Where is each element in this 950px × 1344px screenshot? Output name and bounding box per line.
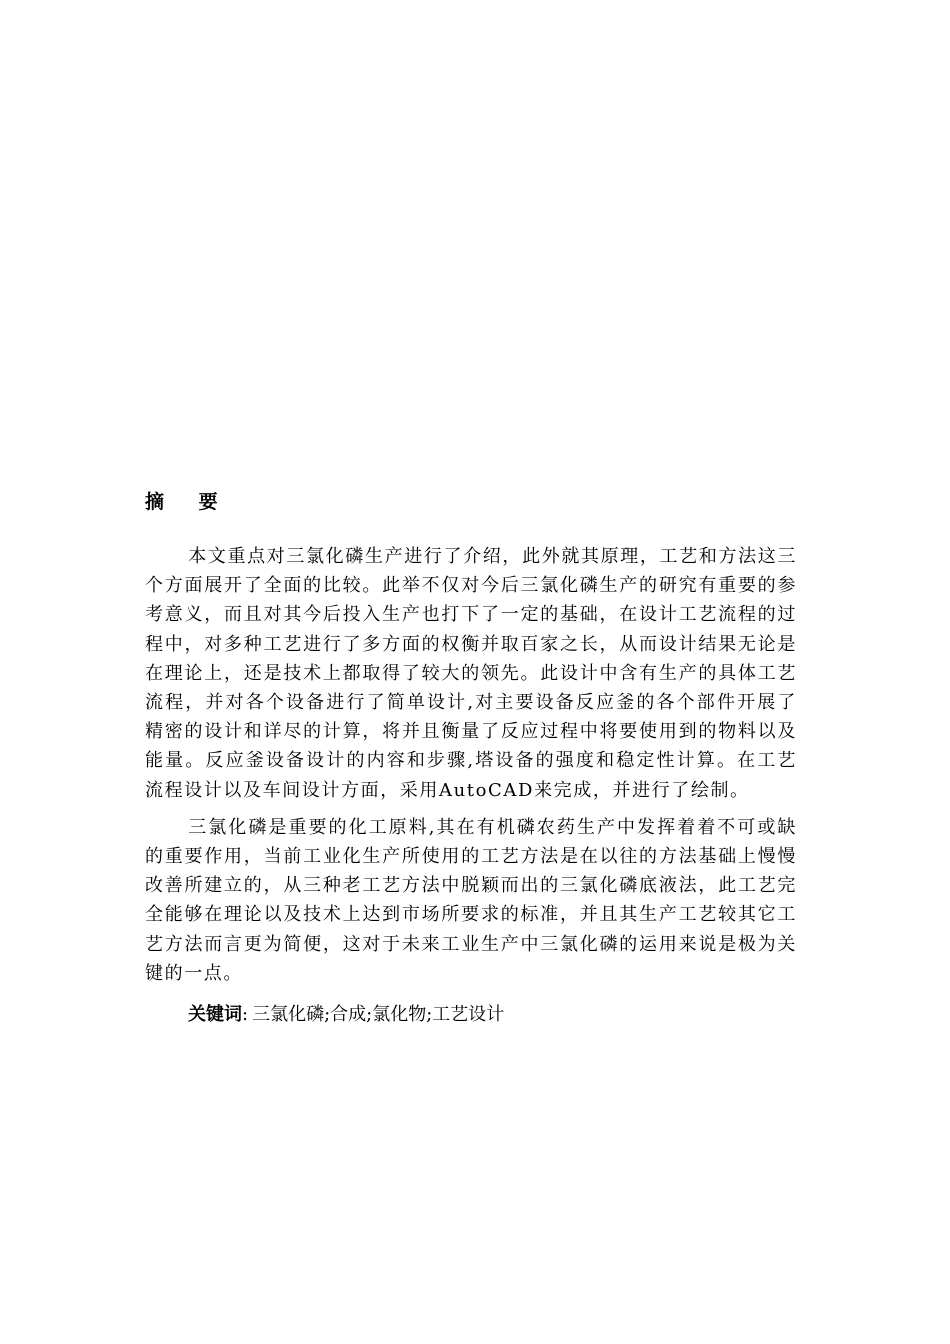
abstract-section	[145, 484, 797, 1030]
keywords-line	[145, 1000, 797, 1030]
keywords-separator: :	[242, 1004, 249, 1026]
keywords-list: 三氯化磷;合成;氯化物;工艺设计	[252, 1004, 505, 1026]
abstract-heading: 摘 要	[145, 491, 232, 513]
abstract-paragraph-2: 三氯化磷是重要的化工原料,其在有机磷农药生产中发挥着着不可或缺的重要作用，当前工业化生产所使用的工艺方法是在以往的方法基础上慢慢改善所建立的，从三种老工艺方法中脱颖而出的三氯化磷底液法，此工艺完全能够在理论以及技术上达到市场所要求的标准，并且其生产工艺较其它工艺方法而言更为简便，这对于未来工业生产中三氯化磷的运用来说是极为关键的一点。	[145, 816, 797, 984]
keywords-label: 关键词	[188, 1004, 242, 1026]
abstract-paragraph-1: 本文重点对三氯化磷生产进行了介绍，此外就其原理，工艺和方法这三个方面展开了全面的比较。此举不仅对今后三氯化磷生产的研究有重要的参考意义，而且对其今后投入生产也打下了一定的基础，在设计工艺流程的过程中，对多种工艺进行了多方面的权衡并取百家之长，从而设计结果无论是在理论上，还是技术上都取得了较大的领先。此设计中含有生产的具体工艺流程，并对各个设备进行了简单设计,对主要设备反应釜的各个部件开展了精密的设计和详尽的计算，将并且衡量了反应过程中将要使用到的物料以及能量。反应釜设备设计的内容和步骤,塔设备的强度和稳定性计算。在工艺流程设计以及车间设计方面，采用AutoCAD来完成，并进行了绘制。	[145, 546, 797, 801]
